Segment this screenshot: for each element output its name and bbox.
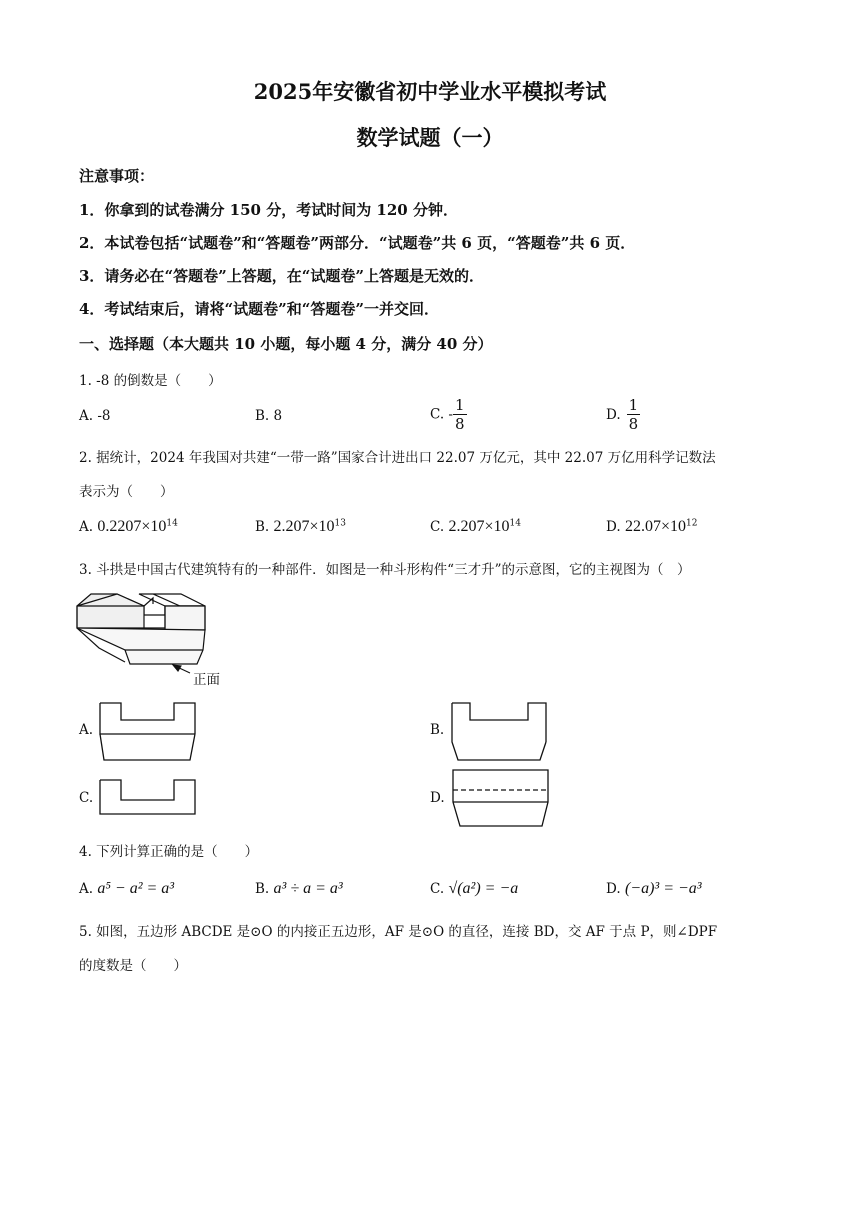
q1-option-d-label: D. xyxy=(606,406,621,423)
q1-option-b: B. 8 xyxy=(255,408,283,424)
q1-d-numerator: 1 xyxy=(628,396,639,414)
q4-option-a xyxy=(79,880,174,898)
q4-b-expr: a³ ÷ a = a³ xyxy=(273,880,343,897)
q1-option-a: A. -8 xyxy=(79,408,111,424)
q3-option-c-figure[interactable] xyxy=(99,778,199,818)
q5-stem-line1: 5. 如图，五边形 ABCDE 是⊙O 的内接正五边形，AF 是⊙O 的直径，连接 BD，交 AF 于点 P，则∠DPF xyxy=(79,924,718,940)
q3-option-b-figure[interactable] xyxy=(450,702,550,764)
q5-stem-line2: 的度数是（ ） xyxy=(79,958,187,974)
q2-b-label: B. xyxy=(255,519,270,535)
q2-c-exponent: 14 xyxy=(509,518,521,529)
q4-option-c xyxy=(430,880,518,898)
q1-option-c-label: C. - xyxy=(430,406,453,423)
page-subtitle: 数学试题（一） xyxy=(356,125,504,150)
page-title: 2025年安徽省初中学业水平模拟考试 xyxy=(253,79,607,104)
q2-d-exponent: 12 xyxy=(685,518,698,529)
q4-stem: 4. 下列计算正确的是（ ） xyxy=(79,844,259,860)
q1-stem: 1. -8 的倒数是（ ） xyxy=(79,373,222,389)
note-item-3: 3．请务必在“答题卷”上答题，在“试题卷”上答题是无效的． xyxy=(79,267,484,285)
q2-a-exponent: 14 xyxy=(166,518,178,529)
q4-c-label: C. xyxy=(430,881,445,897)
q4-a-label: A. xyxy=(79,881,94,897)
q1-option-c-fraction xyxy=(453,396,467,433)
note-item-2: 2．本试卷包括“试题卷”和“答题卷”两部分．“试题卷”共 6 页，“答题卷”共 6 页． xyxy=(79,234,636,252)
q2-stem-line1: 2. 据统计，2024 年我国对共建“一带一路”国家合计进出口 22.07 万亿元，其中 22.07 万亿用科学记数法 xyxy=(79,450,716,466)
q4-d-expr: (−a)³ = −a³ xyxy=(624,880,702,897)
q4-d-label: D. xyxy=(606,881,621,897)
q4-c-expr: √(a²) = −a xyxy=(448,880,519,897)
q1-c-numerator: 1 xyxy=(455,396,465,414)
q1-c-denominator: 8 xyxy=(455,415,465,433)
q2-b-value: 2.207×10 xyxy=(273,518,335,535)
q1-option-c xyxy=(430,396,467,433)
q4-option-d xyxy=(606,880,702,898)
q2-a-label: A. xyxy=(79,519,94,535)
q3-option-c-label: C. xyxy=(79,790,94,806)
section-heading: 一、选择题（本大题共 10 小题，每小题 4 分，满分 40 分） xyxy=(79,335,493,353)
q1-option-d xyxy=(606,396,640,433)
q2-stem-line2: 表示为（ ） xyxy=(79,484,174,500)
q1-option-d-fraction xyxy=(627,396,641,433)
q2-a-value: 0.2207×10 xyxy=(97,518,167,535)
q2-b-exponent: 13 xyxy=(334,518,346,529)
q2-option-a xyxy=(79,518,178,536)
q3-option-a-figure[interactable] xyxy=(99,702,199,764)
q2-d-value: 22.07×10 xyxy=(624,518,686,535)
q2-option-b xyxy=(255,518,346,536)
note-item-4: 4．考试结束后，请将“试题卷”和“答题卷”一并交回． xyxy=(79,300,439,318)
q2-c-value: 2.207×10 xyxy=(448,518,510,535)
q3-stem: 3. 斗拱是中国古代建筑特有的一种部件．如图是一种斗形构件“三才升”的示意图，它的主视图为（ ） xyxy=(79,562,691,578)
q2-c-label: C. xyxy=(430,519,445,535)
q3-front-label: 正面 xyxy=(193,672,220,688)
q3-option-a-label: A. xyxy=(79,722,94,738)
q2-option-c xyxy=(430,518,521,536)
q2-option-d xyxy=(606,518,697,536)
q4-a-expr: a⁵ − a² = a³ xyxy=(97,880,175,897)
q3-option-d-label: D. xyxy=(430,790,445,806)
note-item-1: 1．你拿到的试卷满分 150 分，考试时间为 120 分钟． xyxy=(79,201,458,219)
q1-d-denominator: 8 xyxy=(628,415,639,433)
q3-option-d-figure[interactable] xyxy=(452,768,552,830)
q4-b-label: B. xyxy=(255,881,270,897)
q2-d-label: D. xyxy=(606,519,621,535)
notes-heading: 注意事项： xyxy=(79,167,155,185)
q3-option-b-label: B. xyxy=(430,722,445,738)
q4-option-b xyxy=(255,880,343,898)
